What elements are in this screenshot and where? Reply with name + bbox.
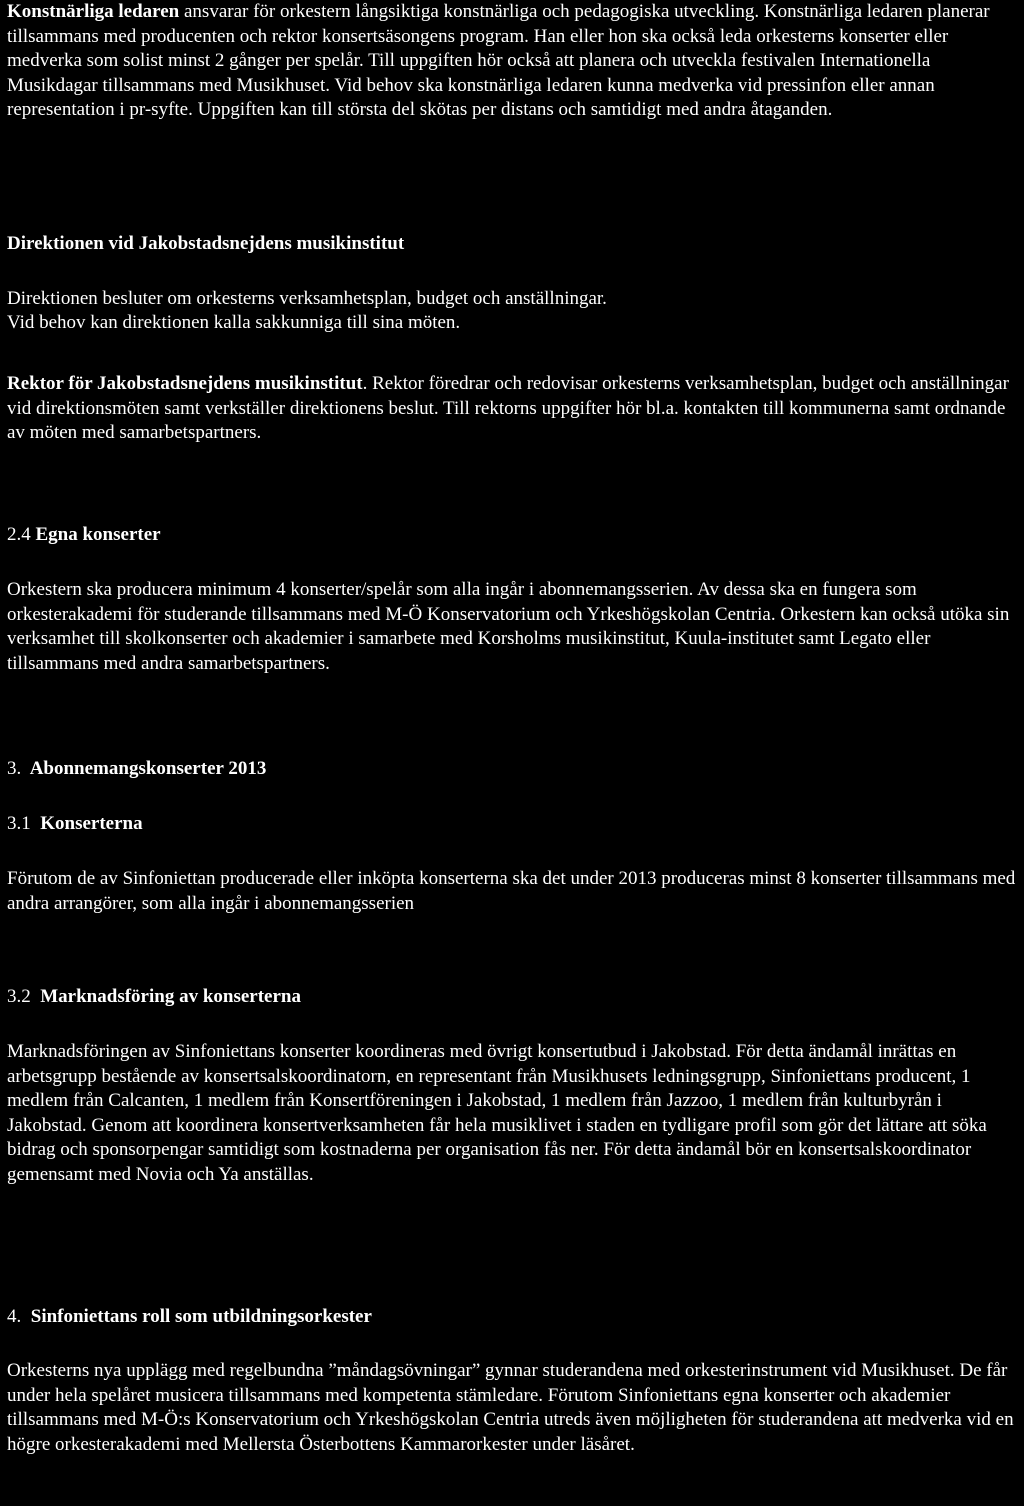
heading-section-4 xyxy=(7,1305,1019,1330)
paragraph-section-2-4: Orkestern ska producera minimum 4 konserter/spelår som alla ingår i abonnemangsserien. Av dessa ska en fungera som orkesterakademi för studerande tillsammans med M-Ö Konservatorium och Yrkeshögskolan Centria. Orkestern kan också utöka sin verksamhet till skolkonserter och akademier i samarbete med Korsholms musikinstitut, Kuula-institutet samt Legato eller tillsammans med andra samarbetspartners. xyxy=(7,579,1010,674)
section-4-title: Sinfoniettans roll som utbildningsorkester xyxy=(30,1306,372,1327)
section-3-number: 3. xyxy=(7,758,22,779)
heading-direktionen: Direktionen vid Jakobstadsnejdens musikinstitut xyxy=(7,233,405,254)
section-2-4-number: 2.4 xyxy=(7,524,31,545)
paragraph-konstnarliga-ledaren xyxy=(7,0,1019,123)
section-2-4-title: Egna konserter xyxy=(35,524,161,545)
paragraph-section-4: Orkesterns nya upplägg med regelbundna ”måndagsövningar” gynnar studerandena med orkesterinstrument vid Musikhuset. De får under hela spelåret musicera tillsammans med kompetenta stämledare. Förutom Sinfoniettans egna konserter och akademier tillsammans med M-Ö:s Konservatorium och Yrkeshögskolan Centria utreds även möjligheten för studerandena att medverka vid en högre orkesterakademi med Mellersta Österbottens Kammarorkester under läsåret. xyxy=(7,1360,1014,1455)
heading-section-3 xyxy=(7,757,1019,782)
paragraph-section-3-1: Förutom de av Sinfoniettan producerade eller inköpta konserterna ska det under 2013 produceras minst 8 konserter tillsammans med andra arrangörer, som alla ingår i abonnemangsserien xyxy=(7,868,1016,914)
konstnarliga-ledaren-text: ansvarar för orkestern långsiktiga konstnärliga och pedagogiska utveckling. Konstnärliga ledaren planerar tillsammans med producenten och rektor konsertsäsongens program. Han eller hon ska också leda orkesterns konserter eller medverka som solist minst 2 gånger per spelår. Till uppgiften hör också att planera och utveckla festivalen Internationella Musikdagar tillsammans med Musikhuset. Vid behov ska konstnärliga ledaren kunna medverka vid pressinfon eller annan representation i pr-syfte. Uppgiften kan till största del skötas per distans och samtidigt med andra åtaganden. xyxy=(7,1,990,120)
paragraph-section-3-2: Marknadsföringen av Sinfoniettans konserter koordineras med övrigt konsertutbud i Jakobstad. För detta ändamål inrättas en arbetsgrupp bestående av konsertsalskoordinatorn, en representant från Musikhusets ledningsgrupp, Sinfoniettans producent, 1 medlem från Calcanten, 1 medlem från Konsertföreningen i Jakobstad, 1 medlem från Jazzoo, 1 medlem från kulturbyrån i Jakobstad. Genom att koordinera konsertverksamheten får hela musiklivet i staden en tydligare profil som gör det lättare att söka bidrag och sponsorpengar samtidigt som kostnaderna per organisation fås ner. För detta ändamål bör en konsertsalskoordinator gemensamt med Novia och Ya anställas. xyxy=(7,1041,987,1185)
heading-section-3-2 xyxy=(7,985,1019,1010)
section-3-title: Abonnemangskonserter 2013 xyxy=(29,758,267,779)
konstnarliga-ledaren-lead: Konstnärliga ledaren xyxy=(7,1,180,22)
rektor-lead: Rektor för Jakobstadsnejdens musikinstitut xyxy=(7,373,363,394)
paragraph-direktionen-line-1: Direktionen besluter om orkesterns verksamhetsplan, budget och anställningar. xyxy=(7,288,607,309)
paragraph-rektor xyxy=(7,372,1019,446)
section-3-2-title: Marknadsföring av konserterna xyxy=(40,986,301,1007)
heading-section-2-4 xyxy=(7,523,1019,548)
section-3-2-number: 3.2 xyxy=(7,986,31,1007)
paragraph-direktionen-line-2: Vid behov kan direktionen kalla sakkunniga till sina möten. xyxy=(7,312,461,333)
section-3-1-number: 3.1 xyxy=(7,813,31,834)
heading-section-3-1 xyxy=(7,812,1019,837)
rektor-text: . Rektor föredrar och redovisar orkesterns verksamhetsplan, budget och anställningar vid direktionsmöten samt verkställer direktionens beslut. Till rektorns uppgifter hör bl.a. kontakten till kommunerna samt ordnande av möten med samarbetspartners. xyxy=(7,373,1009,443)
section-4-number: 4. xyxy=(7,1306,22,1327)
section-3-1-title: Konserterna xyxy=(40,813,143,834)
